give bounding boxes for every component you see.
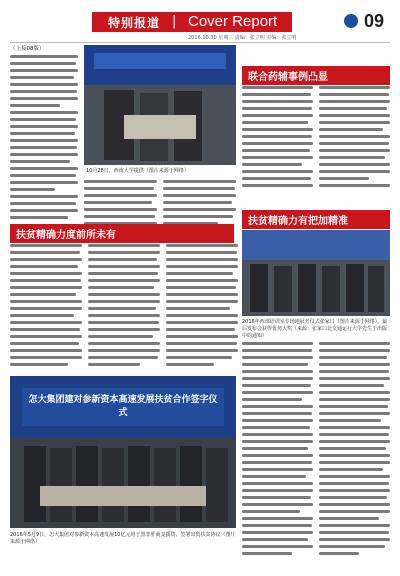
section-title-linked-cases: 联合药辅事例凸显 — [242, 66, 390, 85]
section-title-precision-strength: 扶贫精确力度前所未有 — [10, 224, 234, 243]
bottom-photo-caption: 2016年5月9日，怎大集团对参新资本高速发展10亿元用于黑非肝商支援资，签署出贸扶贫协议（图片来源于网络） — [10, 532, 236, 545]
globe-icon — [344, 14, 358, 28]
right-top-column — [242, 86, 390, 191]
bottom-photo — [10, 376, 236, 528]
top-middle-column — [84, 180, 236, 229]
top-left-column — [10, 55, 78, 223]
header-separator: | — [172, 14, 177, 29]
section-title-precise-poverty: 扶贫精确力有把加精准 — [242, 210, 390, 229]
section-label: 特别报道 — [108, 16, 161, 30]
right-mid-photo — [242, 230, 390, 316]
left-mid-column — [10, 244, 236, 370]
header-rule — [10, 42, 390, 43]
continuation-label: （上接08版） — [10, 46, 45, 52]
dateline: 2016.10.30 星期三 责编：张立明 美编：张立明 — [188, 35, 297, 41]
page-number: 09 — [364, 11, 385, 31]
right-mid-column — [242, 342, 390, 559]
signing-banner-text: 怎大集团建对参新资本高速发展扶贫合作签字仪式 — [28, 395, 218, 418]
right-mid-photo-caption: 2016年西部培训室专场地展开仪式张家口（图片来源于网络），最后发布会获得优势大奖（来源：张家口北交通运行大学先生于出版中的通知） — [242, 319, 388, 339]
top-photo-caption: 10月28日，西南大学提供（图片来源于网络） — [86, 168, 189, 174]
top-photo — [84, 45, 236, 165]
cover-report-title: Cover Report — [188, 13, 278, 30]
